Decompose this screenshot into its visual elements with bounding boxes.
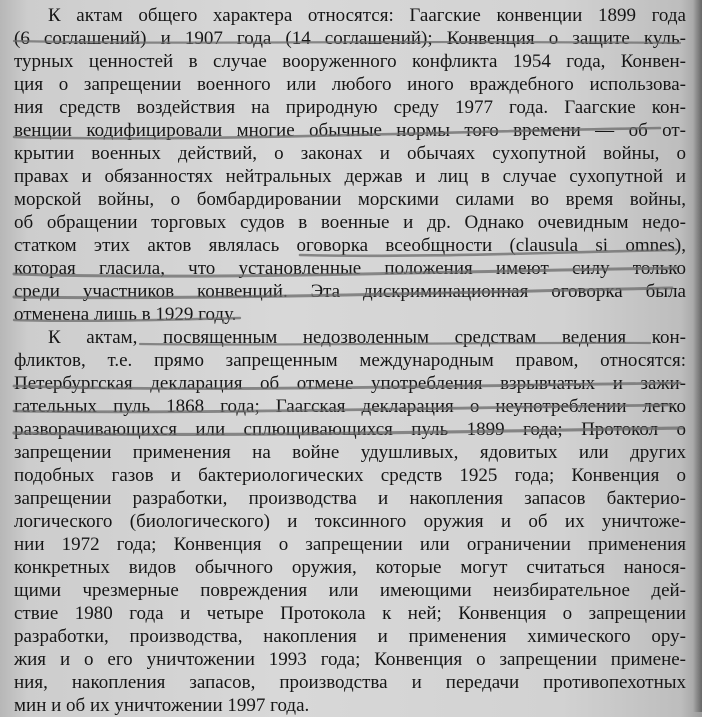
text-line: статком этих актов являлась оговорка всеобщности (clausula si omnes), xyxy=(14,235,686,256)
text-line: отменена лишь в 1929 году. xyxy=(14,304,237,325)
text-line: К актам, посвященным недозволенным средствам ведения кон- xyxy=(48,327,686,348)
text-line: запрещении применения на войне удушливых, ядовитых или других xyxy=(14,442,686,463)
text-line: жия и о его уничтожении 1993 года; Конвенция о запрещении примене- xyxy=(14,649,686,670)
text-line: разворачивающихся или сплющивающихся пуль 1899 года; Протокол о xyxy=(14,419,686,440)
text-line: турных ценностей в случае вооруженного конфликта 1954 года, Конвен- xyxy=(14,51,686,72)
text-line: ствие 1980 года и четыре Протокола к ней; Конвенция о запрещении xyxy=(14,603,686,624)
page-edge-shadow xyxy=(693,0,702,712)
text-line: логического (биологического) и токсинного оружия и об их уничтоже- xyxy=(14,511,686,532)
text-line: об обращении торговых судов в военные и др. Однако очевидным недо- xyxy=(14,212,686,233)
text-line: ния средств воздействия на природную среду 1977 года. Гаагские кон- xyxy=(14,97,686,118)
text-line: которая гласила, что установленные положения имеют силу только xyxy=(14,258,686,279)
text-line: мин и об их уничтожении 1997 года. xyxy=(14,695,310,716)
text-line: конкретных видов обычного оружия, которые могут считаться нанося- xyxy=(14,557,686,578)
text-line: щими чрезмерные повреждения или имеющими неизбирательное дей- xyxy=(14,580,686,601)
text-line: ния, накопления запасов, производства и передачи противопехотных xyxy=(14,672,686,693)
text-line: морской войны, о бомбардировании морскими силами во время войны, xyxy=(14,189,686,210)
text-line: запрещении разработки, производства и накопления запасов бактерио- xyxy=(14,488,686,509)
text-line: фликтов, т.е. прямо запрещенным международным правом, относятся: xyxy=(14,350,686,371)
text-line: Петербургская декларация об отмене употребления взрывчатых и зажи- xyxy=(14,373,686,394)
text-line: гательных пуль 1868 года; Гаагская декларация о неупотреблении легко xyxy=(14,396,686,417)
text-line: разработки, производства, накопления и применения химического ору- xyxy=(14,626,686,647)
text-line: К актам общего характера относятся: Гаагские конвенции 1899 года xyxy=(48,5,686,26)
text-line: ция о запрещении военного или любого иного враждебного использова- xyxy=(14,74,686,95)
text-line: среди участников конвенций. Эта дискриминационная оговорка была xyxy=(14,281,686,302)
text-line: нии 1972 года; Конвенция о запрещении или ограничении применения xyxy=(14,534,686,555)
text-line: правах и обязанностях нейтральных держав и лиц в случае сухопутной и xyxy=(14,166,686,187)
text-line: крытии военных действий, о законах и обычаях сухопутной войны, о xyxy=(14,143,686,164)
text-line: (6 соглашений) и 1907 года (14 соглашений); Конвенция о защите куль- xyxy=(14,28,686,49)
text-line: венции кодифицировали многие обычные нормы того времени — об от- xyxy=(14,120,686,141)
text-line: подобных газов и бактериологических средств 1925 года; Конвенция о xyxy=(14,465,686,486)
